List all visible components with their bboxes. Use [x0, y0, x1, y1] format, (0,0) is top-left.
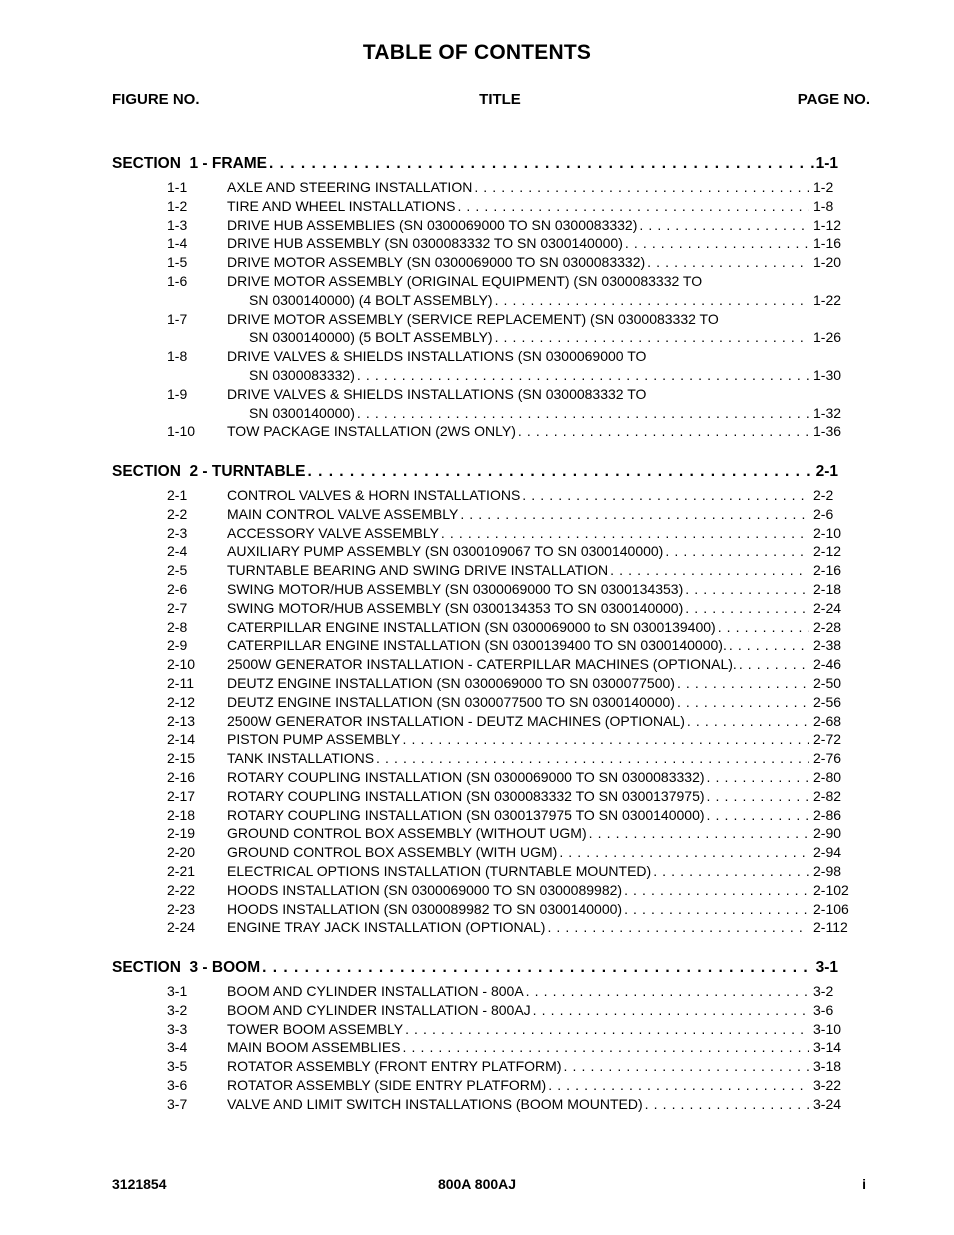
figure-number: 2-20 — [167, 844, 196, 861]
toc-entry[interactable] — [0, 562, 954, 581]
toc-entry[interactable] — [0, 311, 954, 330]
dot-leader — [624, 882, 809, 898]
entry-page: 2-12 — [813, 543, 842, 560]
dot-leader — [405, 1021, 809, 1037]
entry-title: SN 0300140000) — [249, 404, 355, 421]
entry-title: HOODS INSTALLATION (SN 0300089982 TO SN 0300140000) — [227, 900, 623, 917]
toc-entry[interactable] — [0, 405, 954, 424]
figure-number: 2-8 — [167, 618, 188, 635]
section-page: 1-1 — [815, 155, 838, 172]
figure-number: 1-5 — [167, 254, 188, 271]
toc-entry[interactable] — [0, 1096, 954, 1115]
figure-number: 2-7 — [167, 599, 188, 616]
figure-number: 2-10 — [167, 656, 196, 673]
entry-title: BOOM AND CYLINDER INSTALLATION - 800AJ — [227, 1001, 531, 1018]
dot-leader — [457, 198, 809, 214]
dot-leader — [548, 1077, 809, 1093]
figure-number: 2-18 — [167, 806, 196, 823]
entry-title: CATERPILLAR ENGINE INSTALLATION (SN 0300069000 to SN 0300139400) — [227, 618, 716, 635]
toc-entry[interactable] — [0, 254, 954, 273]
figure-number: 3-7 — [167, 1095, 188, 1112]
dot-leader — [707, 807, 809, 823]
footer-page-number: i — [862, 1176, 866, 1192]
figure-number: 3-2 — [167, 1001, 188, 1018]
entry-page: 2-112 — [813, 919, 848, 936]
entry-title: SWING MOTOR/HUB ASSEMBLY (SN 0300069000 TO SN 0300134353) — [227, 581, 684, 597]
dot-leader — [677, 694, 809, 710]
entry-page: 2-10 — [813, 524, 842, 541]
entry-title: GROUND CONTROL BOX ASSEMBLY (WITHOUT UGM) — [227, 825, 587, 842]
entry-title: SN 0300140000) (5 BOLT ASSEMBLY) — [249, 329, 493, 346]
entry-title: PISTON PUMP ASSEMBLY — [227, 731, 401, 748]
entry-page: 2-38 — [813, 637, 842, 654]
entry-page: 3-24 — [813, 1095, 842, 1112]
figure-number: 2-1 — [167, 487, 188, 503]
toc-entry[interactable] — [0, 292, 954, 311]
entry-title: DRIVE MOTOR ASSEMBLY (SN 0300069000 TO SN 0300083332) — [227, 254, 646, 271]
entry-title: ROTARY COUPLING INSTALLATION (SN 0300137975 TO SN 0300140000) — [227, 806, 705, 823]
dot-leader — [269, 155, 814, 173]
dot-leader — [495, 329, 809, 345]
dot-leader — [376, 750, 809, 766]
entry-title: DRIVE MOTOR ASSEMBLY (SERVICE REPLACEMENT) (SN 0300083332 TO — [227, 310, 719, 327]
entry-title: AXLE AND STEERING INSTALLATION — [227, 179, 473, 195]
figure-number: 2-14 — [167, 731, 196, 748]
figure-number: 1-9 — [167, 385, 188, 402]
toc-entry[interactable] — [0, 863, 954, 882]
toc-entry[interactable] — [0, 825, 954, 844]
toc-entry[interactable] — [0, 713, 954, 732]
figure-number: 2-4 — [167, 543, 188, 560]
dot-leader — [707, 788, 809, 804]
entry-title: TANK INSTALLATIONS — [227, 750, 375, 767]
toc-entry[interactable] — [0, 198, 954, 217]
entry-title: DRIVE VALVES & SHIELDS INSTALLATIONS (SN 0300069000 TO — [227, 348, 647, 365]
toc-entry[interactable] — [0, 525, 954, 544]
figure-number: 2-13 — [167, 712, 196, 729]
footer-doc-number: 3121854 — [112, 1176, 167, 1192]
figure-number: 2-11 — [167, 675, 194, 691]
entry-page: 1-30 — [813, 367, 842, 383]
section-page: 3-1 — [815, 959, 838, 976]
entry-title: AUXILIARY PUMP ASSEMBLY (SN 0300109067 TO SN 0300140000) — [227, 543, 664, 560]
figure-number: 2-17 — [167, 787, 196, 804]
entry-title: MAIN CONTROL VALVE ASSEMBLY — [227, 505, 459, 522]
entry-title: TIRE AND WHEEL INSTALLATIONS — [227, 197, 456, 214]
toc-entry[interactable] — [0, 423, 954, 442]
section-label: SECTION 1 - FRAME — [112, 155, 268, 172]
figure-number: 2-16 — [167, 769, 196, 785]
dot-leader — [262, 959, 813, 977]
figure-number: 2-12 — [167, 693, 196, 710]
entry-title: SN 0300083332) — [249, 367, 355, 383]
entry-page: 2-56 — [813, 693, 842, 710]
section-label: SECTION 2 - TURNTABLE — [112, 463, 306, 480]
toc-entry[interactable] — [0, 901, 954, 920]
section-label: SECTION 3 - BOOM — [112, 959, 261, 976]
figure-number: 3-4 — [167, 1039, 188, 1056]
entry-title: DEUTZ ENGINE INSTALLATION (SN 0300077500 TO SN 0300140000) — [227, 693, 675, 710]
entry-page: 1-12 — [813, 216, 842, 233]
toc-entry[interactable] — [0, 694, 954, 713]
dot-leader — [645, 1096, 809, 1112]
figure-number: 2-5 — [167, 562, 188, 579]
figure-number: 2-22 — [167, 881, 196, 898]
figure-number: 1-2 — [167, 197, 188, 214]
entry-title: GROUND CONTROL BOX ASSEMBLY (WITH UGM) — [227, 844, 558, 861]
entry-page: 2-50 — [813, 675, 842, 691]
dot-leader — [474, 179, 809, 195]
dot-leader — [687, 713, 809, 729]
entry-page: 3-14 — [813, 1039, 842, 1056]
toc-entry[interactable] — [0, 1058, 954, 1077]
entry-page: 2-24 — [813, 599, 842, 616]
toc-entry[interactable] — [0, 1077, 954, 1096]
toc-entry[interactable] — [0, 619, 954, 638]
dot-leader — [589, 825, 809, 841]
entry-title: HOODS INSTALLATION (SN 0300069000 TO SN 0300089982) — [227, 881, 623, 898]
entry-title: CONTROL VALVES & HORN INSTALLATIONS — [227, 487, 521, 503]
entry-page: 2-90 — [813, 825, 842, 842]
entry-title: ROTATOR ASSEMBLY (SIDE ENTRY PLATFORM) — [227, 1077, 547, 1093]
dot-leader — [357, 367, 809, 383]
toc-entry[interactable] — [0, 348, 954, 367]
entry-title: 2500W GENERATOR INSTALLATION - CATERPILLAR MACHINES (OPTIONAL). — [227, 656, 737, 673]
entry-page: 2-80 — [813, 769, 842, 785]
entry-title: DRIVE HUB ASSEMBLY (SN 0300083332 TO SN 0300140000) — [227, 235, 623, 252]
dot-leader — [729, 637, 809, 653]
entry-title: SN 0300140000) (4 BOLT ASSEMBLY) — [249, 291, 493, 308]
entry-page: 1-8 — [813, 197, 834, 214]
toc-entry[interactable] — [0, 675, 954, 694]
toc-entry[interactable] — [0, 179, 954, 198]
entry-title: BOOM AND CYLINDER INSTALLATION - 800A — [227, 983, 524, 999]
toc-entry[interactable] — [0, 750, 954, 769]
section-page: 2-1 — [815, 463, 838, 480]
dot-leader — [547, 919, 809, 935]
dot-leader — [707, 769, 809, 785]
dot-leader — [564, 1058, 810, 1074]
entry-page: 2-16 — [813, 562, 842, 579]
entry-page: 2-46 — [813, 656, 842, 673]
entry-page: 2-102 — [813, 881, 849, 898]
dot-leader — [357, 405, 809, 421]
toc-section-heading[interactable] — [112, 459, 838, 481]
dot-leader — [685, 600, 809, 616]
dot-leader — [441, 525, 809, 541]
entry-page: 3-22 — [813, 1077, 842, 1093]
entry-title: DRIVE MOTOR ASSEMBLY (ORIGINAL EQUIPMENT) (SN 0300083332 TO — [227, 273, 703, 289]
entry-page: 1-22 — [813, 291, 842, 308]
toc-entry[interactable] — [0, 919, 954, 938]
dot-leader — [625, 235, 809, 251]
figure-number: 1-4 — [167, 235, 188, 252]
entry-page: 2-72 — [813, 731, 842, 748]
entry-page: 1-20 — [813, 254, 842, 271]
entry-page: 2-76 — [813, 750, 842, 767]
figure-number: 1-10 — [167, 423, 196, 440]
toc-entry[interactable] — [0, 807, 954, 826]
dot-leader — [403, 1039, 810, 1055]
column-header-page: PAGE NO. — [797, 91, 870, 108]
figure-number: 2-21 — [167, 863, 196, 879]
entry-title: 2500W GENERATOR INSTALLATION - DEUTZ MACHINES (OPTIONAL) — [227, 712, 685, 729]
entry-page: 2-6 — [813, 505, 834, 522]
page-title: TABLE OF CONTENTS — [362, 41, 592, 64]
figure-number: 2-9 — [167, 637, 188, 654]
figure-number: 3-5 — [167, 1058, 188, 1075]
dot-leader — [307, 463, 813, 481]
entry-page: 2-86 — [813, 806, 842, 823]
toc-entry[interactable] — [0, 788, 954, 807]
entry-page: 1-26 — [813, 329, 842, 346]
toc-entry[interactable] — [0, 1002, 954, 1021]
entry-title: ROTARY COUPLING INSTALLATION (SN 0300083332 TO SN 0300137975) — [227, 787, 705, 804]
figure-number: 1-3 — [167, 216, 188, 233]
entry-page: 2-82 — [813, 787, 842, 804]
toc-entry[interactable] — [0, 506, 954, 525]
dot-leader — [624, 901, 809, 917]
figure-number: 3-6 — [167, 1077, 188, 1093]
dot-leader — [526, 983, 809, 999]
dot-leader — [403, 731, 809, 747]
toc-entry[interactable] — [0, 273, 954, 292]
entry-title: ROTARY COUPLING INSTALLATION (SN 0300069000 TO SN 0300083332) — [227, 769, 705, 785]
toc-entry[interactable] — [0, 731, 954, 750]
dot-leader — [460, 506, 809, 522]
toc-entry[interactable] — [0, 235, 954, 254]
toc-entry[interactable] — [0, 882, 954, 901]
entry-page: 2-98 — [813, 863, 842, 879]
entry-page: 1-36 — [813, 423, 842, 440]
entry-page: 3-10 — [813, 1020, 842, 1037]
toc-entry[interactable] — [0, 637, 954, 656]
figure-number: 3-3 — [167, 1020, 188, 1037]
figure-number: 2-24 — [167, 919, 196, 936]
entry-page: 1-16 — [813, 235, 842, 252]
entry-title: MAIN BOOM ASSEMBLIES — [227, 1039, 401, 1056]
dot-leader — [665, 543, 809, 559]
column-header-figure: FIGURE NO. — [112, 91, 200, 108]
dot-leader — [639, 217, 809, 233]
dot-leader — [533, 1002, 809, 1018]
dot-leader — [559, 844, 809, 860]
dot-leader — [718, 619, 809, 635]
entry-title: DEUTZ ENGINE INSTALLATION (SN 0300069000 TO SN 0300077500) — [227, 675, 675, 691]
entry-title: DRIVE HUB ASSEMBLIES (SN 0300069000 TO SN 0300083332) — [227, 216, 638, 233]
figure-number: 2-6 — [167, 581, 188, 597]
entry-title: ROTATOR ASSEMBLY (FRONT ENTRY PLATFORM) — [227, 1058, 562, 1075]
entry-title: DRIVE VALVES & SHIELDS INSTALLATIONS (SN 0300083332 TO — [227, 385, 647, 402]
entry-title: TOW PACKAGE INSTALLATION (2WS ONLY) — [227, 423, 516, 440]
entry-title: CATERPILLAR ENGINE INSTALLATION (SN 0300139400 TO SN 0300140000). — [227, 637, 727, 654]
entry-page: 2-68 — [813, 712, 842, 729]
dot-leader — [522, 487, 809, 503]
toc-entry[interactable] — [0, 581, 954, 600]
entry-page: 1-32 — [813, 404, 842, 421]
figure-number: 2-2 — [167, 505, 188, 522]
dot-leader — [495, 292, 809, 308]
figure-number: 2-23 — [167, 900, 196, 917]
toc-entry[interactable] — [0, 600, 954, 619]
entry-title: ENGINE TRAY JACK INSTALLATION (OPTIONAL) — [227, 919, 546, 936]
figure-number: 2-15 — [167, 750, 196, 767]
dot-leader — [610, 562, 809, 578]
entry-page: 3-18 — [813, 1058, 842, 1075]
entry-title: ACCESSORY VALVE ASSEMBLY — [227, 524, 439, 541]
toc-section-heading[interactable] — [112, 151, 838, 173]
entry-title: TOWER BOOM ASSEMBLY — [227, 1020, 404, 1037]
toc-entry[interactable] — [0, 769, 954, 788]
toc-entry[interactable] — [0, 543, 954, 562]
toc-entry[interactable] — [0, 329, 954, 348]
footer-model: 800A 800AJ — [437, 1176, 517, 1192]
toc-entry[interactable] — [0, 656, 954, 675]
entry-page: 2-18 — [813, 581, 842, 597]
figure-number: 1-6 — [167, 273, 188, 289]
toc-entry[interactable] — [0, 1021, 954, 1040]
entry-page: 3-2 — [813, 983, 834, 999]
column-header-title: TITLE — [479, 91, 521, 108]
toc-entry[interactable] — [0, 487, 954, 506]
toc-entry[interactable] — [0, 983, 954, 1002]
figure-number: 1-8 — [167, 348, 188, 365]
entry-title: ELECTRICAL OPTIONS INSTALLATION (TURNTABLE MOUNTED) — [227, 863, 652, 879]
entry-page: 2-28 — [813, 618, 842, 635]
figure-number: 2-3 — [167, 524, 188, 541]
entry-title: VALVE AND LIMIT SWITCH INSTALLATIONS (BOOM MOUNTED) — [227, 1095, 643, 1112]
entry-page: 1-2 — [813, 179, 834, 195]
figure-number: 1-1 — [167, 179, 188, 195]
toc-entry[interactable] — [0, 844, 954, 863]
dot-leader — [677, 675, 809, 691]
toc-entry[interactable] — [0, 217, 954, 236]
entry-title: SWING MOTOR/HUB ASSEMBLY (SN 0300134353 TO SN 0300140000) — [227, 599, 684, 616]
dot-leader — [685, 581, 809, 597]
toc-section-heading[interactable] — [112, 955, 838, 977]
dot-leader — [653, 863, 809, 879]
dot-leader — [739, 656, 809, 672]
dot-leader — [518, 423, 809, 439]
entry-page: 2-106 — [813, 900, 849, 917]
figure-number: 1-7 — [167, 310, 188, 327]
entry-page: 3-6 — [813, 1001, 834, 1018]
dot-leader — [647, 254, 809, 270]
figure-number: 2-19 — [167, 825, 196, 842]
entry-title: TURNTABLE BEARING AND SWING DRIVE INSTALLATION — [227, 562, 609, 579]
figure-number: 3-1 — [167, 983, 188, 999]
entry-page: 2-2 — [813, 487, 834, 503]
toc-entry[interactable] — [0, 1039, 954, 1058]
toc-entry[interactable] — [0, 367, 954, 386]
toc-entry[interactable] — [0, 386, 954, 405]
entry-page: 2-94 — [813, 844, 842, 861]
